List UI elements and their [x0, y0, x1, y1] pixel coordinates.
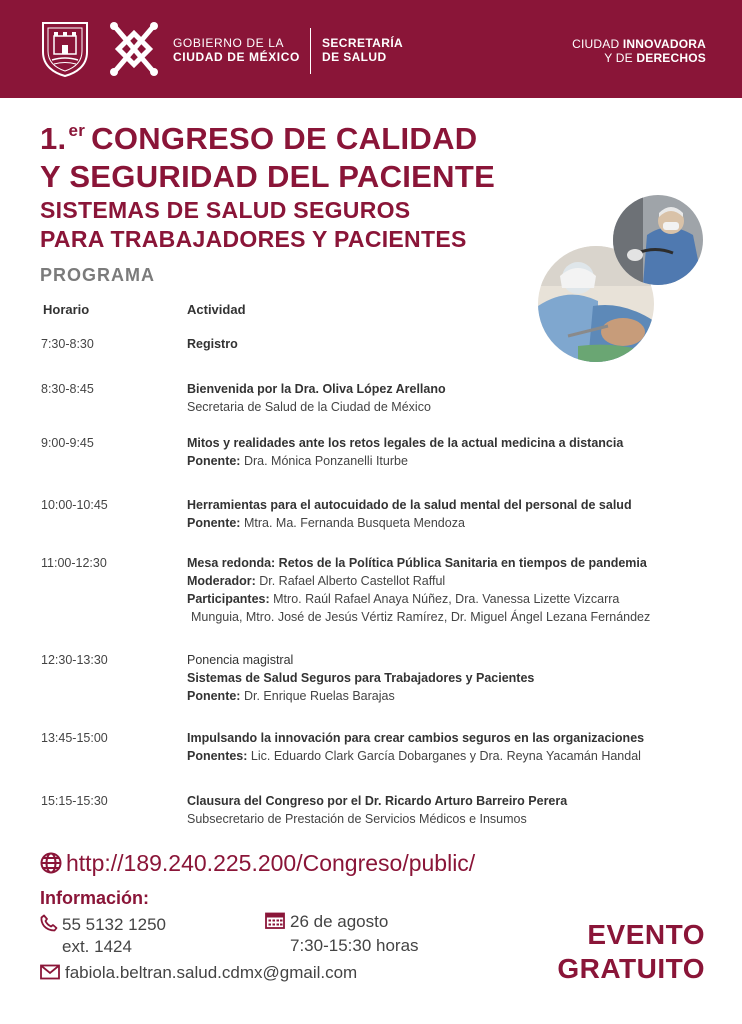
- phone-number[interactable]: 55 5132 1250: [62, 915, 166, 934]
- row-activity: [187, 380, 707, 416]
- coat-of-arms-icon: [40, 20, 90, 78]
- email-address[interactable]: fabiola.beltran.salud.cdmx@gmail.com: [65, 963, 358, 982]
- contact-email: [40, 963, 357, 983]
- row-activity: [187, 554, 717, 626]
- event-title: [40, 112, 495, 196]
- date-text: 26 de agosto: [290, 912, 389, 931]
- event-subtitle: [40, 196, 467, 254]
- activity-title: Clausura del Congreso por el Dr. Ricardo Arturo Barreiro Perera: [187, 794, 568, 808]
- activity-title: Impulsando la innovación para crear cambios seguros en las organizaciones: [187, 731, 645, 745]
- evento-line-2: GRATUITO: [557, 953, 705, 984]
- row-activity: [187, 792, 707, 828]
- calendar-icon: [265, 911, 285, 929]
- cdmx-logo-icon: [106, 18, 162, 80]
- speaker-name: Lic. Eduardo Clark García Dobarganes y Dra. Reyna Yacamán Handal: [247, 749, 641, 763]
- title-line-1: CONGRESO DE CALIDAD: [91, 121, 478, 156]
- title-ordinal-suffix: er: [68, 121, 86, 140]
- speaker-label: Ponentes:: [187, 749, 248, 763]
- speaker-label: Ponente:: [187, 516, 241, 530]
- programa-heading: PROGRAMA: [40, 265, 155, 285]
- row-activity: [187, 496, 707, 532]
- event-date: [265, 910, 419, 958]
- speaker-label: Ponente:: [187, 689, 241, 703]
- slogan-1b: INNOVADORA: [622, 37, 706, 51]
- column-header-time: Horario: [43, 302, 90, 317]
- activity-title: Bienvenida por la Dra. Oliva López Arellano: [187, 382, 446, 396]
- secretaria-name: [322, 36, 403, 64]
- row-time: 13:45-15:00: [41, 731, 108, 745]
- phone-extension: ext. 1424: [62, 937, 132, 956]
- header-banner: [0, 0, 742, 98]
- doctor-with-mask-photo: [613, 195, 703, 285]
- speaker-name: Dr. Enrique Ruelas Barajas: [240, 689, 395, 703]
- contact-phone: [40, 914, 166, 958]
- slogan-2b: DERECHOS: [636, 51, 706, 65]
- speaker-name: Mtra. Ma. Fernanda Busqueta Mendoza: [240, 516, 465, 530]
- moderator-label: Moderador:: [187, 574, 256, 588]
- government-name: [173, 36, 300, 64]
- subtitle-line-1: SISTEMAS DE SALUD SEGUROS: [40, 197, 411, 223]
- gov-line-2: CIUDAD DE MÉXICO: [173, 50, 300, 64]
- participants-names: Mtro. Raúl Rafael Anaya Núñez, Dra. Vanessa Lizette Vizcarra: [269, 592, 620, 606]
- speaker-label: Ponente:: [187, 454, 241, 468]
- free-event-badge: [557, 918, 705, 986]
- activity-title: Mesa redonda: Retos de la Política Pública Sanitaria en tiempos de pandemia: [187, 556, 647, 570]
- activity-title: Herramientas para el autocuidado de la salud mental del personal de salud: [187, 498, 632, 512]
- evento-line-1: EVENTO: [587, 919, 705, 950]
- title-line-2: Y SEGURIDAD DEL PACIENTE: [40, 159, 496, 194]
- subtitle-line-2: PARA TRABAJADORES Y PACIENTES: [40, 226, 467, 252]
- row-time: 10:00-10:45: [41, 498, 108, 512]
- speaker-name: Dra. Mónica Ponzanelli Iturbe: [240, 454, 408, 468]
- activity-type: Ponencia magistral: [187, 653, 294, 667]
- row-time: 12:30-13:30: [41, 653, 108, 667]
- globe-icon: [40, 852, 62, 874]
- event-hours: 7:30-15:30 horas: [290, 936, 419, 955]
- title-ordinal: 1.: [40, 121, 67, 156]
- row-activity: [187, 335, 707, 353]
- slogan-1a: CIUDAD: [572, 37, 623, 51]
- activity-detail: Secretaria de Salud de la Ciudad de México: [187, 400, 431, 414]
- phone-icon: [40, 914, 58, 932]
- row-time: 7:30-8:30: [41, 337, 94, 351]
- row-time: 15:15-15:30: [41, 794, 108, 808]
- info-heading: Información:: [40, 888, 150, 908]
- city-slogan: [572, 37, 706, 65]
- activity-detail: Subsecretario de Prestación de Servicios Médicos e Insumos: [187, 812, 527, 826]
- slogan-2a: Y DE: [604, 51, 637, 65]
- activity-title: Registro: [187, 337, 238, 351]
- row-time: 9:00-9:45: [41, 436, 94, 450]
- moderator-name: Dr. Rafael Alberto Castellot Rafful: [255, 574, 446, 588]
- participants-names-cont: Munguia, Mtro. José de Jesús Vértiz Ramírez, Dr. Miguel Ángel Lezana Fernández: [191, 610, 651, 624]
- row-activity: [187, 434, 707, 470]
- row-activity: [187, 651, 707, 705]
- column-header-activity: Actividad: [187, 302, 246, 317]
- row-time: 11:00-12:30: [41, 556, 107, 570]
- activity-title: Sistemas de Salud Seguros para Trabajadores y Pacientes: [187, 671, 535, 685]
- secretaria-line-1: SECRETARÍA: [322, 36, 404, 50]
- congress-website[interactable]: [40, 850, 475, 877]
- row-activity: [187, 729, 707, 765]
- website-url[interactable]: http://189.240.225.200/Congreso/public/: [66, 850, 476, 876]
- gov-line-1: GOBIERNO DE LA: [173, 36, 285, 50]
- activity-title: Mitos y realidades ante los retos legales de la actual medicina a distancia: [187, 436, 624, 450]
- row-time: 8:30-8:45: [41, 382, 94, 396]
- header-divider: [310, 28, 311, 74]
- envelope-icon: [40, 964, 60, 980]
- participants-label: Participantes:: [187, 592, 270, 606]
- secretaria-line-2: DE SALUD: [322, 50, 387, 64]
